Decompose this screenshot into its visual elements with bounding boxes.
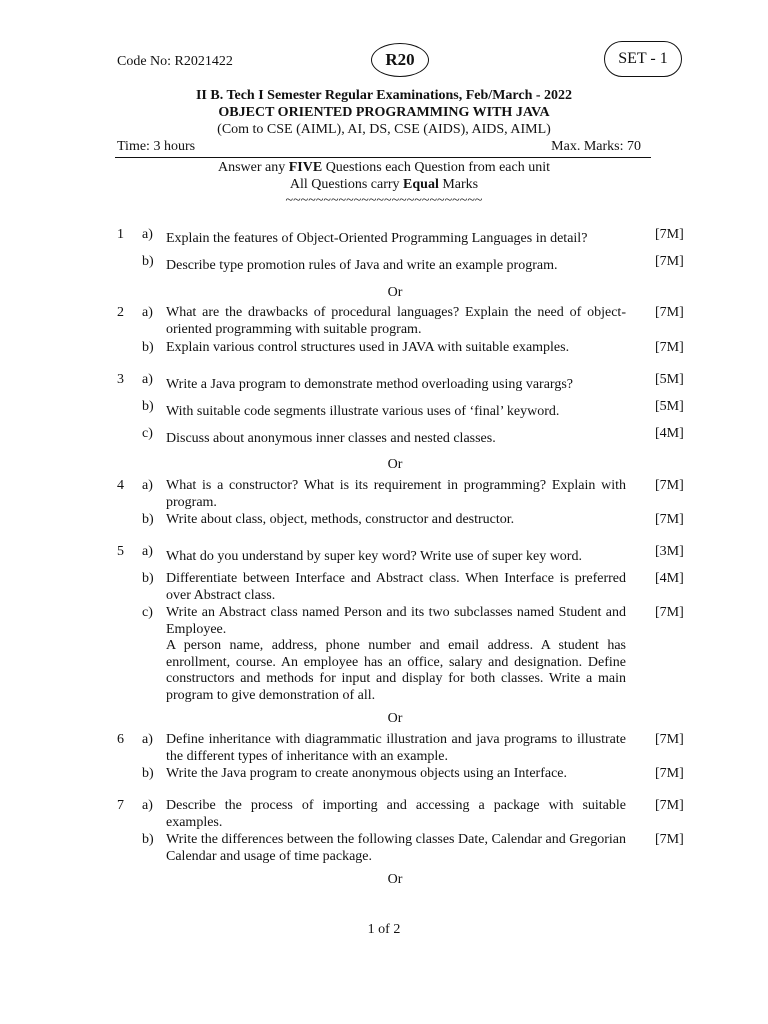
- question-text: Write the differences between the following classes Date, Calendar and Gregorian Calendar and usage of time package.: [166, 832, 626, 864]
- sub-label: c): [142, 605, 153, 620]
- marks: [7M]: [655, 766, 684, 781]
- question-number: 1: [117, 227, 124, 242]
- question-number: 4: [117, 478, 124, 493]
- sub-label: b): [142, 340, 154, 355]
- sub-label: a): [142, 732, 153, 747]
- question-text: Explain the features of Object-Oriented Programming Languages in detail?: [166, 231, 588, 246]
- marks: [7M]: [655, 254, 684, 269]
- time-allowed: Time: 3 hours: [117, 139, 196, 154]
- marks: [7M]: [655, 732, 684, 747]
- max-marks: Max. Marks: 70: [551, 139, 641, 154]
- marks: [5M]: [655, 372, 684, 387]
- sub-label: c): [142, 426, 153, 441]
- sub-label: b): [142, 512, 154, 527]
- question-text: Discuss about anonymous inner classes and nested classes.: [166, 431, 496, 446]
- or-separator: Or: [387, 872, 403, 887]
- marks: [7M]: [655, 478, 684, 493]
- question-text: Write about class, object, methods, constructor and destructor.: [166, 512, 515, 527]
- marks: [7M]: [655, 340, 684, 355]
- question-number: 5: [117, 544, 124, 559]
- question-text: Describe type promotion rules of Java and write an example program.: [166, 258, 558, 273]
- question-text: With suitable code segments illustrate various uses of ‘final’ keyword.: [166, 404, 560, 419]
- regulation-badge: R20: [371, 43, 429, 77]
- marks: [5M]: [655, 399, 684, 414]
- question-text: What is a constructor? What is its requirement in programming? Explain with program.: [166, 478, 626, 510]
- instruction-line-2: All Questions carry Equal Marks: [289, 177, 479, 192]
- sub-label: a): [142, 478, 153, 493]
- question-number: 3: [117, 372, 124, 387]
- question-number: 6: [117, 732, 124, 747]
- branches: (Com to CSE (AIML), AI, DS, CSE (AIDS), AIDS, AIML): [217, 122, 551, 137]
- marks: [7M]: [655, 605, 684, 620]
- marks: [4M]: [655, 426, 684, 441]
- question-text: What do you understand by super key word? Write use of super key word.: [166, 549, 582, 564]
- or-separator: Or: [387, 457, 403, 472]
- question-text: Define inheritance with diagrammatic illustration and java programs to illustrate the different types of inheritance with an example.: [166, 732, 626, 764]
- sub-label: a): [142, 305, 153, 320]
- question-text: Explain various control structures used in JAVA with suitable examples.: [166, 340, 570, 355]
- marks: [7M]: [655, 512, 684, 527]
- sub-label: a): [142, 227, 153, 242]
- question-number: 7: [117, 798, 124, 813]
- marks: [7M]: [655, 305, 684, 320]
- marks: [3M]: [655, 544, 684, 559]
- question-text: What are the drawbacks of procedural languages? Explain the need of object-oriented programming with suitable program.: [166, 305, 626, 337]
- marks: [7M]: [655, 798, 684, 813]
- sub-label: b): [142, 254, 154, 269]
- question-number: 2: [117, 305, 124, 320]
- set-badge: SET - 1: [604, 41, 682, 77]
- page-number: 1 of 2: [367, 922, 401, 937]
- sub-label: a): [142, 544, 153, 559]
- question-text: Describe the process of importing and accessing a package with suitable examples.: [166, 798, 626, 830]
- question-text-continued: A person name, address, phone number and email address. A student has enrollment, course. An employee has an office, salary and designation. Define constructors and methods for input and display for both classes. Write a main program to give demonstration of all.: [166, 638, 626, 703]
- sub-label: a): [142, 798, 153, 813]
- or-separator: Or: [387, 285, 403, 300]
- question-text: Write a Java program to demonstrate method overloading using varargs?: [166, 377, 573, 392]
- or-separator: Or: [387, 711, 403, 726]
- instruction-line-1: Answer any FIVE Questions each Question from each unit: [217, 160, 551, 175]
- marks: [7M]: [655, 227, 684, 242]
- sub-label: a): [142, 372, 153, 387]
- sub-label: b): [142, 571, 154, 586]
- subject-title: OBJECT ORIENTED PROGRAMMING WITH JAVA: [218, 105, 550, 120]
- question-text: Differentiate between Interface and Abstract class. When Interface is preferred over Abstract class.: [166, 571, 626, 603]
- sub-label: b): [142, 766, 154, 781]
- sub-label: b): [142, 399, 154, 414]
- marks: [7M]: [655, 832, 684, 847]
- question-text: Write the Java program to create anonymous objects using an Interface.: [166, 766, 568, 781]
- question-text: Write an Abstract class named Person and its two subclasses named Student and Employee.: [166, 605, 626, 637]
- sub-label: b): [142, 832, 154, 847]
- header-divider: [115, 157, 651, 158]
- tilde-separator: ~~~~~~~~~~~~~~~~~~~~~~~~~~: [285, 193, 483, 208]
- marks: [4M]: [655, 571, 684, 586]
- exam-title: II B. Tech I Semester Regular Examinations, Feb/March - 2022: [195, 88, 573, 103]
- code-number: Code No: R2021422: [117, 54, 233, 69]
